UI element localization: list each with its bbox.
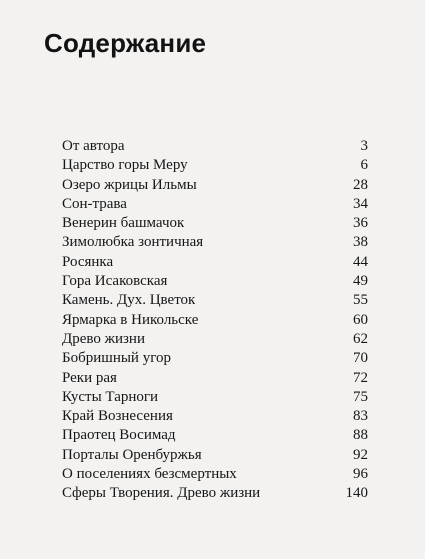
toc-entry-title: Озеро жрицы Ильмы — [62, 176, 197, 193]
toc-entry-page: 96 — [353, 466, 368, 483]
toc-entry — [62, 214, 368, 233]
toc-entry — [62, 426, 368, 445]
toc-entry-page: 36 — [353, 215, 368, 232]
toc-entry — [62, 233, 368, 252]
toc-entry-page: 55 — [353, 292, 368, 309]
toc-entry-page: 44 — [353, 253, 368, 270]
toc-entry-page: 49 — [353, 273, 368, 290]
toc-entry-page: 72 — [353, 369, 368, 386]
toc-entry-title: Край Вознесения — [62, 408, 173, 425]
page-title: Содержание — [44, 28, 207, 58]
toc-entry — [62, 137, 368, 156]
toc-entry-title: Венерин башмачок — [62, 215, 185, 232]
toc-entry-title: Сон-трава — [62, 195, 127, 212]
toc-entry-title: Ярмарка в Никольске — [62, 311, 199, 328]
toc-entry-title: Реки рая — [62, 369, 117, 386]
toc-entry-page: 60 — [353, 311, 368, 328]
toc-entry-page: 28 — [353, 176, 368, 193]
toc-entry-title: От автора — [62, 138, 125, 154]
toc-entry — [62, 369, 368, 388]
toc-entry-page: 70 — [353, 350, 368, 367]
toc-entry-title: Гора Исаковская — [62, 273, 168, 290]
toc-entry — [62, 272, 368, 291]
toc-entry-page: 62 — [353, 330, 368, 347]
toc-entry — [62, 388, 368, 407]
toc-entry-title: Бобришный угор — [62, 350, 171, 367]
toc-entry-title: Сферы Творения. Древо жизни — [62, 485, 261, 502]
table-of-contents — [62, 137, 368, 504]
toc-entry-page: 6 — [360, 157, 368, 174]
toc-entry-title: Порталы Оренбуржья — [62, 446, 202, 463]
toc-entry-page: 75 — [353, 388, 368, 405]
toc-entry-title: Праотец Восимад — [62, 427, 176, 444]
toc-entry — [62, 446, 368, 465]
toc-entry — [62, 156, 368, 175]
toc-entry-page: 140 — [345, 485, 368, 502]
toc-entry — [62, 253, 368, 272]
toc-entry-title: Царство горы Меру — [62, 157, 188, 174]
toc-entry — [62, 311, 368, 330]
toc-entry — [62, 195, 368, 214]
toc-entry — [62, 407, 368, 426]
toc-entry-page: 3 — [360, 138, 368, 154]
toc-entry-page: 83 — [353, 408, 368, 425]
toc-entry — [62, 330, 368, 349]
toc-entry-page: 38 — [353, 234, 368, 251]
toc-entry-title: Зимолюбка зонтичная — [62, 234, 204, 251]
toc-entry-title: Древо жизни — [62, 330, 145, 347]
toc-entry-title: Камень. Дух. Цветок — [62, 292, 196, 309]
toc-entry — [62, 465, 368, 484]
toc-entry — [62, 291, 368, 310]
toc-entry-title: Росянка — [62, 253, 114, 270]
toc-entry-page: 92 — [353, 446, 368, 463]
toc-entry — [62, 349, 368, 368]
toc-entry-page: 88 — [353, 427, 368, 444]
toc-entry-title: Кусты Тарноги — [62, 388, 159, 405]
toc-entry-page: 34 — [353, 195, 368, 212]
toc-entry — [62, 176, 368, 195]
toc-entry — [62, 484, 368, 503]
toc-entry-title: О поселениях безсмертных — [62, 466, 237, 483]
